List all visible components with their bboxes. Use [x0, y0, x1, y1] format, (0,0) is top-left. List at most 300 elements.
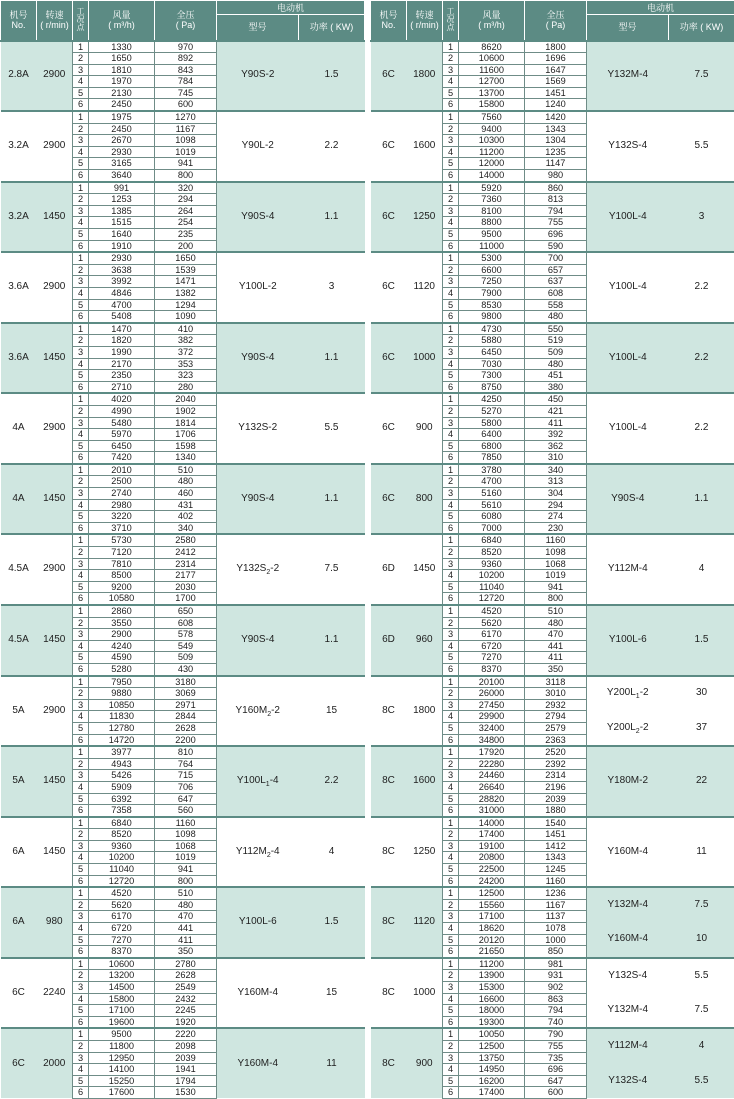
operating-point: 1 [443, 464, 459, 476]
airflow-value: 5480 [89, 417, 155, 429]
operating-point: 6 [443, 381, 459, 393]
airflow-value: 4700 [459, 476, 525, 488]
pressure-value: 1160 [155, 817, 217, 829]
col-header-airflow: 风量 ( m³/h) [89, 1, 155, 41]
airflow-value: 6800 [459, 440, 525, 452]
airflow-value: 11200 [459, 146, 525, 158]
airflow-value: 9360 [89, 840, 155, 852]
pressure-value: 1068 [155, 840, 217, 852]
operating-point: 2 [443, 53, 459, 65]
airflow-value: 11600 [459, 64, 525, 76]
pressure-value: 2549 [155, 982, 217, 994]
airflow-value: 2670 [89, 135, 155, 147]
airflow-value: 5909 [89, 781, 155, 793]
motor-type: $Y160M_2-2$ [217, 676, 299, 747]
pressure-value: 340 [525, 464, 587, 476]
operating-point: 3 [443, 64, 459, 76]
operating-point: 6 [443, 452, 459, 464]
pressure-value: 2039 [155, 1052, 217, 1064]
airflow-value: 4520 [459, 605, 525, 617]
pressure-value: 510 [155, 464, 217, 476]
airflow-value: 1515 [89, 217, 155, 229]
fan-model: 4A [1, 464, 37, 535]
fan-model: 8C [371, 887, 407, 958]
operating-point: 6 [443, 805, 459, 817]
airflow-value: 21650 [459, 946, 525, 958]
pressure-value: 1167 [155, 123, 217, 135]
operating-point: 5 [443, 722, 459, 734]
pressure-value: 353 [155, 358, 217, 370]
operating-point: 5 [443, 299, 459, 311]
airflow-value: 8520 [459, 547, 525, 559]
fan-model: 8C [371, 1028, 407, 1098]
operating-point: 2 [443, 194, 459, 206]
pressure-value: 1270 [155, 111, 217, 123]
pressure-value: 2220 [155, 1028, 217, 1040]
airflow-value: 6170 [89, 911, 155, 923]
pressure-value: 470 [155, 911, 217, 923]
motor-power: 10 [669, 923, 734, 958]
fan-model: 6C [371, 393, 407, 464]
pressure-value: 1920 [155, 1016, 217, 1028]
motor-type: Y132M-4 [587, 887, 669, 922]
fan-table-right [370, 0, 734, 1099]
motor-power: 22 [669, 746, 734, 817]
operating-point: 5 [443, 511, 459, 523]
operating-point: 6 [73, 381, 89, 393]
col-header-pressure: 全压 ( Pa) [525, 1, 587, 41]
airflow-value: 15560 [459, 899, 525, 911]
pressure-value: 941 [525, 581, 587, 593]
operating-point: 2 [443, 547, 459, 559]
airflow-value: 5160 [459, 488, 525, 500]
pressure-value: 2520 [525, 746, 587, 758]
operating-point: 2 [443, 617, 459, 629]
operating-point: 4 [443, 1064, 459, 1076]
airflow-value: 5970 [89, 429, 155, 441]
airflow-value: 2980 [89, 499, 155, 511]
airflow-value: 9500 [459, 229, 525, 241]
pressure-value: 509 [155, 652, 217, 664]
operating-point: 5 [73, 793, 89, 805]
operating-point: 2 [73, 688, 89, 700]
table-row [371, 746, 734, 758]
operating-point: 3 [443, 558, 459, 570]
airflow-value: 991 [89, 182, 155, 194]
airflow-value: 9800 [459, 311, 525, 323]
motor-power: 15 [299, 676, 365, 747]
operating-point: 6 [443, 311, 459, 323]
operating-point: 6 [73, 663, 89, 675]
fan-speed: 2900 [37, 534, 73, 605]
pressure-value: 1814 [155, 417, 217, 429]
operating-point: 4 [443, 287, 459, 299]
pressure-value: 1235 [525, 146, 587, 158]
motor-power: 5.5 [299, 393, 365, 464]
operating-point: 2 [443, 1040, 459, 1052]
airflow-value: 2010 [89, 464, 155, 476]
fan-speed: 1600 [407, 111, 443, 182]
operating-point: 6 [443, 946, 459, 958]
operating-point: 5 [443, 934, 459, 946]
operating-point: 4 [443, 570, 459, 582]
motor-power: 1.1 [299, 323, 365, 394]
motor-power: 11 [299, 1028, 365, 1098]
airflow-value: 4943 [89, 758, 155, 770]
motor-type: Y160M-4 [587, 817, 669, 888]
operating-point: 3 [443, 135, 459, 147]
fan-model: 5A [1, 676, 37, 747]
airflow-value: 8800 [459, 217, 525, 229]
operating-point: 2 [73, 264, 89, 276]
operating-point: 6 [443, 875, 459, 887]
operating-point: 4 [443, 781, 459, 793]
operating-point: 6 [73, 170, 89, 182]
operating-point: 2 [73, 970, 89, 982]
operating-point: 2 [73, 829, 89, 841]
operating-point: 2 [443, 405, 459, 417]
operating-point: 2 [73, 758, 89, 770]
pressure-value: 764 [155, 758, 217, 770]
airflow-value: 4020 [89, 393, 155, 405]
airflow-value: 1990 [89, 346, 155, 358]
pressure-value: 800 [525, 593, 587, 605]
pressure-value: 510 [155, 887, 217, 899]
pressure-value: 696 [525, 1064, 587, 1076]
pressure-value: 1019 [155, 852, 217, 864]
airflow-value: 10300 [459, 135, 525, 147]
fan-speed: 2900 [37, 676, 73, 747]
operating-point: 5 [443, 1075, 459, 1087]
operating-point: 3 [443, 417, 459, 429]
motor-type: Y90S-4 [587, 464, 669, 535]
pressure-value: 1569 [525, 76, 587, 88]
pressure-value: 1451 [525, 829, 587, 841]
pressure-value: 1700 [155, 593, 217, 605]
operating-point: 4 [73, 923, 89, 935]
pressure-value: 2098 [155, 1040, 217, 1052]
pressure-value: 800 [155, 875, 217, 887]
airflow-value: 6720 [459, 640, 525, 652]
operating-point: 3 [73, 1052, 89, 1064]
airflow-value: 12500 [459, 887, 525, 899]
fan-speed: 2900 [37, 393, 73, 464]
operating-point: 3 [443, 629, 459, 641]
airflow-value: 2930 [89, 146, 155, 158]
operating-point: 5 [73, 722, 89, 734]
pressure-value: 1647 [525, 64, 587, 76]
airflow-value: 8100 [459, 205, 525, 217]
pressure-value: 1294 [155, 299, 217, 311]
operating-point: 4 [73, 76, 89, 88]
airflow-value: 10200 [89, 852, 155, 864]
airflow-value: 4846 [89, 287, 155, 299]
operating-point: 1 [73, 111, 89, 123]
operating-point: 1 [443, 746, 459, 758]
operating-point: 5 [443, 87, 459, 99]
airflow-value: 7300 [459, 370, 525, 382]
fan-speed: 800 [407, 464, 443, 535]
pressure-value: 310 [525, 452, 587, 464]
motor-power: 30 [669, 676, 734, 711]
airflow-value: 2930 [89, 252, 155, 264]
fan-model: 2.8A [1, 41, 37, 112]
operating-point: 4 [443, 217, 459, 229]
airflow-value: 11040 [459, 581, 525, 593]
airflow-value: 22500 [459, 864, 525, 876]
table-row [1, 41, 365, 53]
airflow-value: 16600 [459, 993, 525, 1005]
airflow-value: 5730 [89, 534, 155, 546]
airflow-value: 7000 [459, 522, 525, 534]
operating-point: 5 [73, 229, 89, 241]
pressure-value: 790 [525, 1028, 587, 1040]
fan-model: 6A [1, 817, 37, 888]
airflow-value: 14000 [459, 817, 525, 829]
fan-model: 4A [1, 393, 37, 464]
pressure-value: 647 [525, 1075, 587, 1087]
pressure-value: 902 [525, 982, 587, 994]
airflow-value: 1640 [89, 229, 155, 241]
motor-power: 4 [669, 1028, 734, 1063]
pressure-value: 3118 [525, 676, 587, 688]
pressure-value: 510 [525, 605, 587, 617]
operating-point: 1 [73, 393, 89, 405]
airflow-value: 31000 [459, 805, 525, 817]
table-row [371, 111, 734, 123]
airflow-value: 17600 [89, 1087, 155, 1099]
operating-point: 6 [443, 734, 459, 746]
operating-point: 2 [443, 688, 459, 700]
operating-point: 3 [443, 982, 459, 994]
airflow-value: 7120 [89, 547, 155, 559]
airflow-value: 13700 [459, 87, 525, 99]
motor-type: Y90S-4 [217, 323, 299, 394]
pressure-value: 509 [525, 346, 587, 358]
airflow-value: 3165 [89, 158, 155, 170]
pressure-value: 1137 [525, 911, 587, 923]
airflow-value: 20800 [459, 852, 525, 864]
pressure-value: 441 [525, 640, 587, 652]
operating-point: 3 [73, 64, 89, 76]
pressure-value: 1160 [525, 534, 587, 546]
airflow-value: 12500 [459, 1040, 525, 1052]
pressure-value: 382 [155, 335, 217, 347]
pressure-value: 3069 [155, 688, 217, 700]
pressure-value: 470 [525, 629, 587, 641]
operating-point: 5 [73, 1005, 89, 1017]
table-row [371, 464, 734, 476]
col-header-motor-type: 型号 [217, 15, 299, 41]
operating-point: 2 [443, 123, 459, 135]
airflow-value: 8370 [459, 663, 525, 675]
airflow-value: 8620 [459, 41, 525, 53]
airflow-value: 5300 [459, 252, 525, 264]
airflow-value: 3992 [89, 276, 155, 288]
pressure-value: 755 [525, 217, 587, 229]
airflow-value: 12780 [89, 722, 155, 734]
airflow-value: 8750 [459, 381, 525, 393]
operating-point: 1 [443, 393, 459, 405]
fan-model: 8C [371, 817, 407, 888]
pressure-value: 372 [155, 346, 217, 358]
operating-point: 3 [73, 770, 89, 782]
airflow-value: 6840 [459, 534, 525, 546]
motor-type: Y132S-2 [217, 393, 299, 464]
airflow-value: 4520 [89, 887, 155, 899]
operating-point: 3 [443, 911, 459, 923]
pressure-value: 1167 [525, 899, 587, 911]
pressure-value: 2040 [155, 393, 217, 405]
operating-point: 5 [443, 793, 459, 805]
pressure-value: 1019 [525, 570, 587, 582]
pressure-value: 519 [525, 335, 587, 347]
motor-power: 5.5 [669, 1064, 734, 1099]
airflow-value: 6840 [89, 817, 155, 829]
airflow-value: 32400 [459, 722, 525, 734]
operating-point: 4 [73, 287, 89, 299]
airflow-value: 10600 [89, 958, 155, 970]
operating-point: 4 [73, 1064, 89, 1076]
airflow-value: 4590 [89, 652, 155, 664]
operating-point: 3 [73, 346, 89, 358]
airflow-value: 5408 [89, 311, 155, 323]
airflow-value: 3640 [89, 170, 155, 182]
operating-point: 4 [73, 640, 89, 652]
pressure-value: 794 [525, 205, 587, 217]
fan-model: 6C [371, 111, 407, 182]
operating-point: 1 [443, 182, 459, 194]
table-row [1, 1028, 365, 1040]
motor-type: Y160M-4 [587, 923, 669, 958]
motor-power: 2.2 [669, 393, 734, 464]
fan-speed: 1450 [407, 534, 443, 605]
motor-type: Y100L-4 [587, 393, 669, 464]
pressure-value: 735 [525, 1052, 587, 1064]
airflow-value: 1820 [89, 335, 155, 347]
operating-point: 6 [73, 946, 89, 958]
airflow-value: 2450 [89, 123, 155, 135]
operating-point: 1 [73, 746, 89, 758]
operating-point: 6 [73, 311, 89, 323]
fan-speed: 2240 [37, 958, 73, 1029]
pressure-value: 715 [155, 770, 217, 782]
operating-point: 5 [73, 864, 89, 876]
col-header-motor: 电动机 [217, 1, 365, 15]
motor-power: 4 [299, 817, 365, 888]
operating-point: 4 [443, 358, 459, 370]
pressure-value: 235 [155, 229, 217, 241]
operating-point: 3 [73, 558, 89, 570]
airflow-value: 9200 [89, 581, 155, 593]
table-row [371, 41, 734, 53]
operating-point: 4 [443, 993, 459, 1005]
pressure-value: 1078 [525, 923, 587, 935]
motor-power: 15 [299, 958, 365, 1029]
airflow-value: 12720 [89, 875, 155, 887]
col-header-motor: 电动机 [587, 1, 734, 15]
operating-point: 5 [443, 652, 459, 664]
operating-point: 3 [73, 982, 89, 994]
operating-point: 1 [443, 676, 459, 688]
pressure-value: 980 [525, 170, 587, 182]
airflow-value: 8500 [89, 570, 155, 582]
airflow-value: 4730 [459, 323, 525, 335]
airflow-value: 3780 [459, 464, 525, 476]
pressure-value: 380 [525, 381, 587, 393]
operating-point: 4 [73, 711, 89, 723]
operating-point: 6 [73, 240, 89, 252]
fan-speed: 1450 [37, 605, 73, 676]
pressure-value: 810 [155, 746, 217, 758]
table-row [1, 887, 365, 899]
motor-type: Y132S-4 [587, 111, 669, 182]
pressure-value: 304 [525, 488, 587, 500]
operating-point: 3 [443, 276, 459, 288]
pressure-value: 2200 [155, 734, 217, 746]
table-row [1, 958, 365, 970]
airflow-value: 7270 [459, 652, 525, 664]
airflow-value: 5620 [89, 899, 155, 911]
motor-power: 37 [669, 711, 734, 746]
airflow-value: 10200 [459, 570, 525, 582]
airflow-value: 13750 [459, 1052, 525, 1064]
airflow-value: 3220 [89, 511, 155, 523]
fan-model: 4.5A [1, 605, 37, 676]
fan-model: 6C [1, 958, 37, 1029]
pressure-value: 650 [155, 605, 217, 617]
pressure-value: 2932 [525, 699, 587, 711]
airflow-value: 19100 [459, 840, 525, 852]
operating-point: 3 [73, 699, 89, 711]
operating-point: 1 [73, 605, 89, 617]
pressure-value: 1382 [155, 287, 217, 299]
pressure-value: 647 [155, 793, 217, 805]
table-row [1, 111, 365, 123]
pressure-value: 794 [525, 1005, 587, 1017]
airflow-value: 15800 [459, 99, 525, 111]
airflow-value: 10600 [459, 53, 525, 65]
pressure-value: 2177 [155, 570, 217, 582]
operating-point: 6 [443, 1087, 459, 1099]
pressure-value: 411 [525, 417, 587, 429]
operating-point: 6 [443, 593, 459, 605]
airflow-value: 2350 [89, 370, 155, 382]
motor-type: Y100L-4 [587, 252, 669, 323]
motor-power: 1.1 [299, 182, 365, 253]
airflow-value: 27450 [459, 699, 525, 711]
pressure-value: 1706 [155, 429, 217, 441]
airflow-value: 17100 [459, 911, 525, 923]
pressure-value: 411 [525, 652, 587, 664]
operating-point: 5 [443, 370, 459, 382]
operating-point: 2 [443, 476, 459, 488]
col-header-motor-power: 功率 ( KW) [669, 15, 734, 41]
airflow-value: 7030 [459, 358, 525, 370]
pressure-value: 313 [525, 476, 587, 488]
airflow-value: 26640 [459, 781, 525, 793]
operating-point: 2 [443, 899, 459, 911]
operating-point: 4 [73, 570, 89, 582]
operating-point: 3 [73, 840, 89, 852]
airflow-value: 5800 [459, 417, 525, 429]
pressure-value: 3180 [155, 676, 217, 688]
fan-speed: 1120 [407, 887, 443, 958]
motor-type: $Y132S_2-2$ [217, 534, 299, 605]
motor-power: 7.5 [669, 887, 734, 922]
pressure-value: 931 [525, 970, 587, 982]
airflow-value: 17920 [459, 746, 525, 758]
